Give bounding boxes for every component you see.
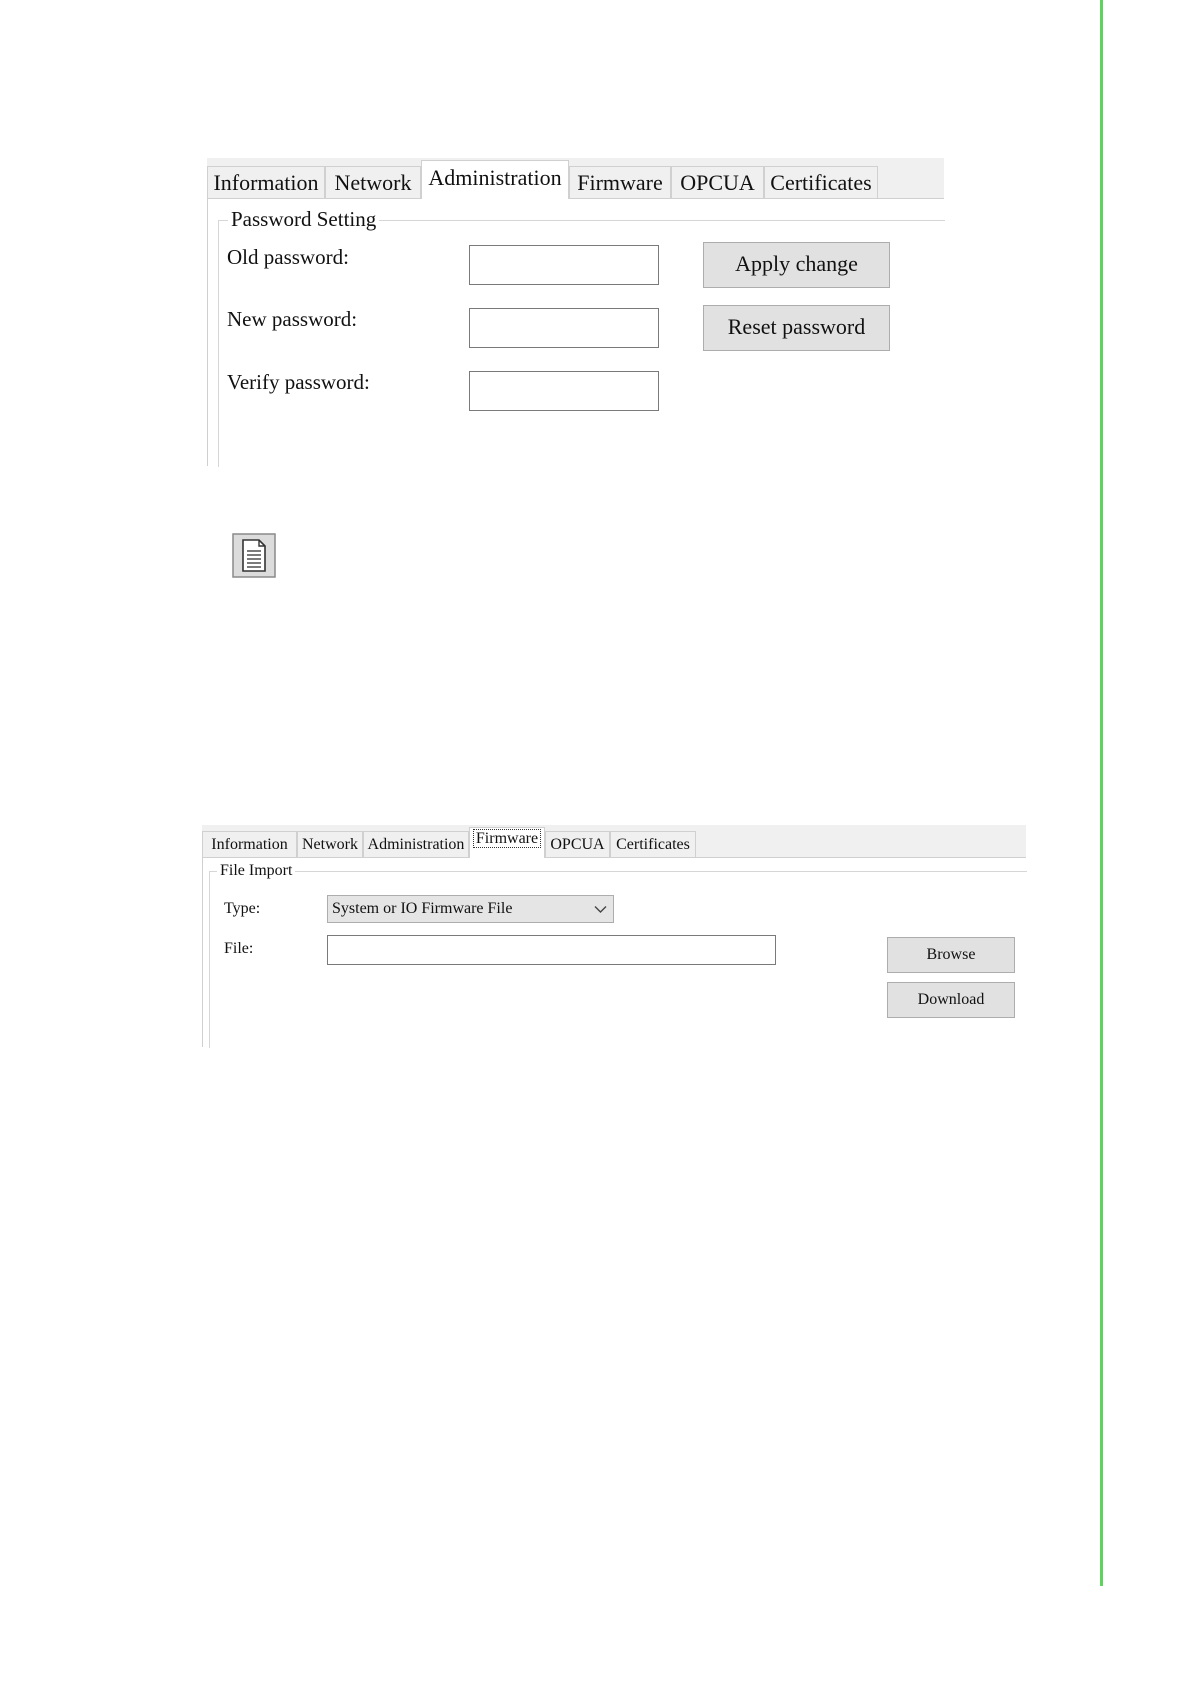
tab-label: Firmware — [475, 830, 539, 847]
tab-label: Information — [213, 170, 319, 195]
file-import-group — [209, 862, 1027, 1048]
file-path-input[interactable] — [327, 935, 776, 965]
old-password-input[interactable] — [469, 245, 659, 285]
tab-label: OPCUA — [680, 170, 755, 195]
tab-label: Network — [302, 836, 358, 853]
panel-border — [202, 857, 203, 1047]
type-select[interactable] — [327, 895, 614, 923]
firmware-panel — [202, 825, 1026, 1047]
page-edge-accent-rule — [1100, 0, 1103, 1586]
tab-certificates[interactable] — [610, 831, 696, 857]
tab-network[interactable] — [297, 831, 363, 857]
tab-strip — [202, 825, 1026, 858]
tab-label: OPCUA — [550, 836, 605, 853]
apply-change-button[interactable]: Apply change — [703, 242, 890, 288]
browse-button[interactable]: Browse — [887, 937, 1015, 973]
tab-label: Administration — [428, 165, 562, 190]
group-title: Password Setting — [228, 205, 379, 233]
tab-label: Information — [211, 836, 288, 853]
password-setting-group — [218, 207, 945, 467]
tab-network[interactable] — [325, 166, 421, 198]
tab-firmware[interactable] — [469, 827, 545, 858]
type-select-value: System or IO Firmware File — [332, 900, 513, 917]
old-password-label: Old password: — [227, 245, 349, 269]
panel-border — [207, 198, 208, 466]
tab-label: Network — [334, 170, 412, 195]
tab-label: Firmware — [577, 170, 663, 195]
tab-certificates[interactable] — [764, 166, 878, 198]
tab-label: Certificates — [770, 170, 872, 195]
tab-label: Certificates — [616, 836, 690, 853]
tab-opcua[interactable] — [671, 166, 764, 198]
verify-password-label: Verify password: — [227, 370, 370, 394]
download-button[interactable]: Download — [887, 982, 1015, 1018]
tab-strip — [207, 158, 944, 199]
verify-password-input[interactable] — [469, 371, 659, 411]
tab-label: Administration — [367, 836, 465, 853]
tab-opcua[interactable] — [545, 831, 610, 857]
note-document-icon — [232, 533, 276, 578]
new-password-label: New password: — [227, 307, 358, 331]
tab-administration[interactable] — [363, 831, 469, 857]
file-label: File: — [224, 940, 254, 957]
tab-administration[interactable] — [421, 160, 569, 199]
chevron-down-icon — [594, 905, 607, 914]
reset-password-button[interactable]: Reset password — [703, 305, 890, 351]
new-password-input[interactable] — [469, 308, 659, 348]
group-title: File Import — [217, 860, 295, 882]
tab-information[interactable] — [202, 831, 297, 857]
type-label: Type: — [224, 900, 261, 917]
administration-panel — [207, 158, 944, 466]
tab-firmware[interactable] — [569, 166, 671, 198]
tab-information[interactable] — [207, 166, 325, 198]
